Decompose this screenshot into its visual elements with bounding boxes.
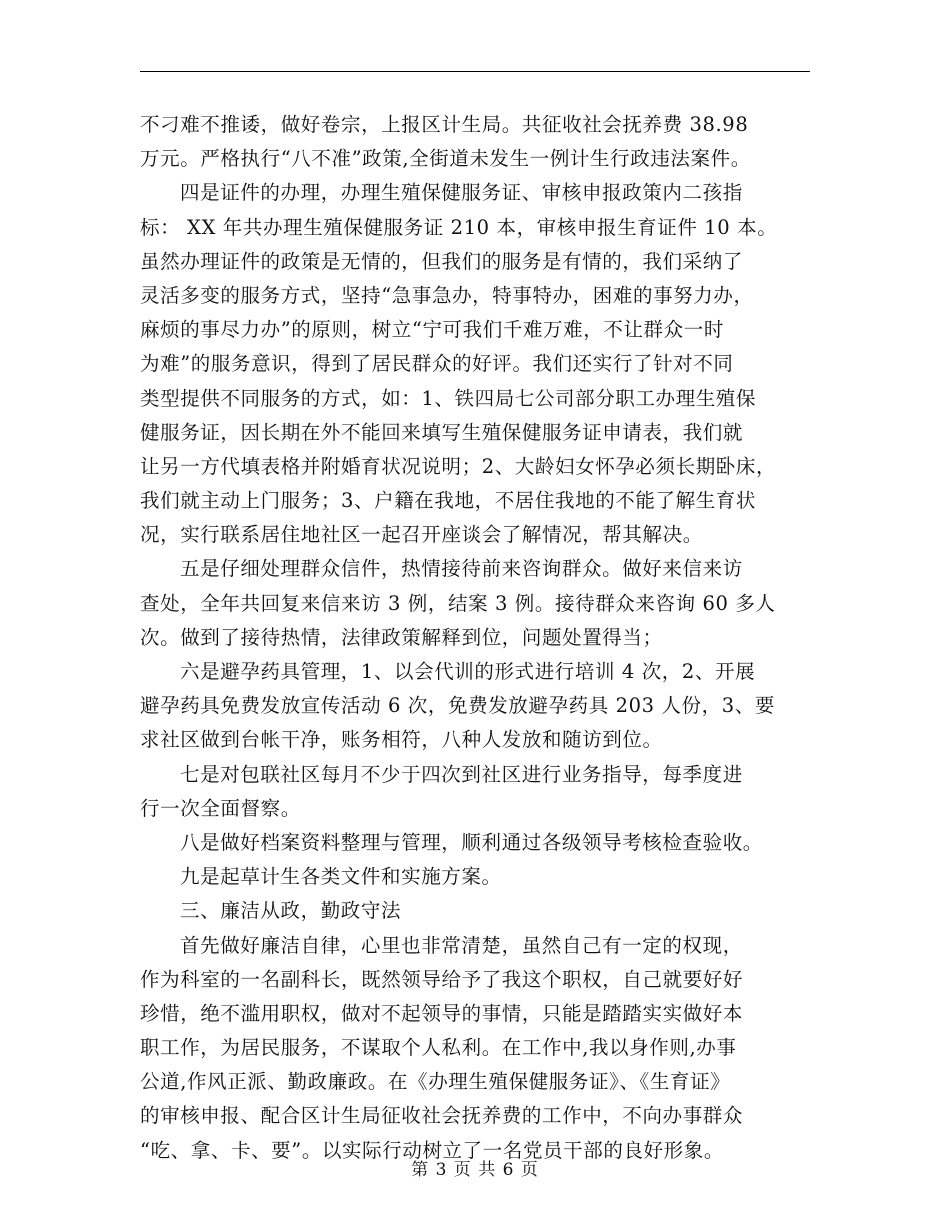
text-line: 职工作，为居民服务，不谋取个人私利。在工作中,我以身作则,办事 [140, 1036, 737, 1060]
text-line: 避孕药具免费发放宣传活动 6 次，免费发放避孕药具 203 人份，3、要 [140, 694, 775, 718]
text-line: 珍惜，绝不滥用职权，做对不起领导的事情，只能是踏踏实实做好本 [140, 1001, 744, 1025]
text-line: 四是证件的办理，办理生殖保健服务证、审核申报政策内二孩指 [180, 181, 743, 205]
text-line: 类型提供不同服务的方式，如：1、铁四局七公司部分职工办理生殖保 [140, 386, 757, 410]
text-line: 标： XX 年共办理生殖保健服务证 210 本，审核申报生育证件 10 本。 [140, 215, 778, 239]
text-line: 五是仔细处理群众信件，热情接待前来咨询群众。做好来信来访 [180, 557, 743, 581]
text-line: 不刁难不推诿，做好卷宗，上报区计生局。共征收社会抚养费 38.98 [140, 113, 749, 136]
text-line: 为难”的服务意识，得到了居民群众的好评。我们还实行了针对不同 [140, 352, 734, 376]
text-line: 万元。严格执行“八不准”政策,全街道未发生一例计生行政违法案件。 [140, 147, 751, 171]
text-line: 公道,作风正派、勤政廉政。在《办理生殖保健服务证》、《生育证》 [140, 1070, 731, 1094]
text-line: 求社区做到台帐干净，账务相符，八种人发放和随访到位。 [140, 728, 663, 752]
text-line: 次。做到了接待热情，法律政策解释到位，问题处置得当； [140, 625, 663, 649]
text-line: 查处，全年共回复来信来访 3 例，结案 3 例。接待群众来咨询 60 多人 [140, 591, 776, 615]
text-line: 虽然办理证件的政策是无情的，但我们的服务是有情的，我们采纳了 [140, 249, 744, 273]
text-line: 作为科室的一名副科长，既然领导给予了我这个职权，自己就要好好 [140, 967, 744, 991]
text-line: 让另一方代填表格并附婚育状况说明；2、大龄妇女怀孕必须长期卧床， [140, 454, 777, 478]
text-line: 首先做好廉洁自律，心里也非常清楚，虽然自己有一定的权现， [180, 933, 743, 957]
text-line: 麻烦的事尽力办”的原则，树立“宁可我们千难万难，不让群众一时 [140, 318, 724, 342]
text-line: 六是避孕药具管理，1、以会代训的形式进行培训 4 次，2、开展 [180, 660, 756, 683]
text-line: 灵活多变的服务方式，坚持“急事急办，特事特办，困难的事努力办， [140, 283, 754, 307]
text-line: 七是对包联社区每月不少于四次到社区进行业务指导，每季度进 [180, 762, 743, 786]
page-footer: 第 3 页 共 6 页 [411, 1160, 539, 1180]
text-line: 的审核申报、配合区计生局征收社会抚养费的工作中，不向办事群众 [140, 1104, 744, 1128]
document-body [140, 108, 820, 1168]
text-line: 况，实行联系居住地社区一起召开座谈会了解情况，帮其解决。 [140, 523, 703, 547]
text-line: 九是起草计生各类文件和实施方案。 [180, 865, 502, 889]
text-line: 我们就主动上门服务；3、户籍在我地，不居住我地的不能了解生育状 [140, 489, 757, 513]
text-line: 健服务证，因长期在外不能回来填写生殖保健服务证申请表，我们就 [140, 420, 744, 444]
header-rule [140, 71, 810, 72]
text-line: 八是做好档案资料整理与管理，顺利通过各级领导考核检查验收。 [180, 830, 763, 854]
text-line: 行一次全面督察。 [140, 796, 301, 820]
text-line: 三、廉洁从政，勤政守法 [180, 899, 402, 923]
text-line: “吃、拿、卡、要”。以实际行动树立了一名党员干部的良好形象。 [140, 1138, 724, 1162]
